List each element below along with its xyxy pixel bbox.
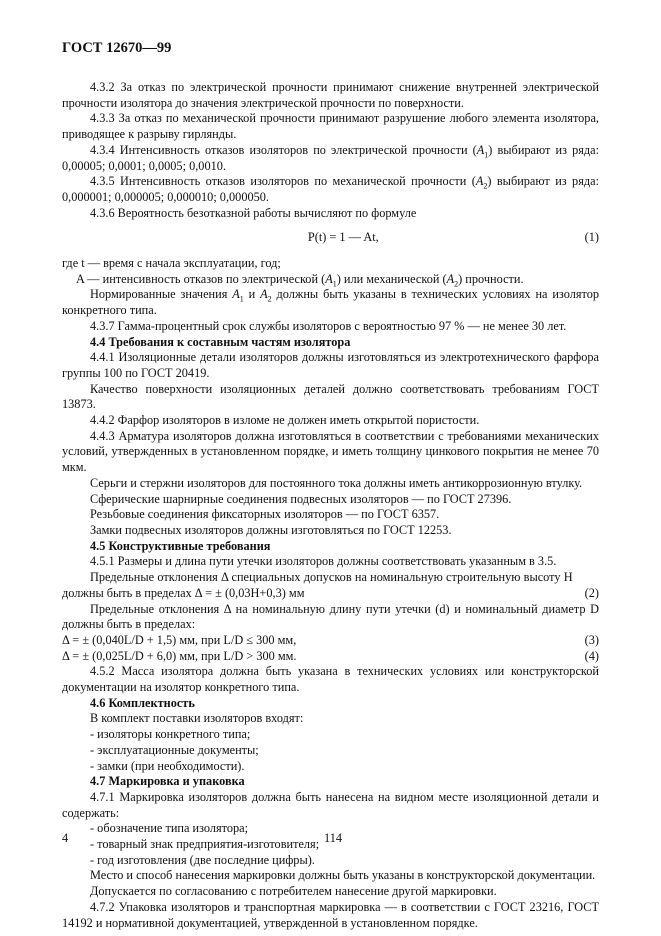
normalized-values <box>62 287 599 318</box>
section-heading-4-7: 4.7 Маркировка и упаковка <box>90 774 245 789</box>
subscript: 1 <box>239 294 244 304</box>
symbol-a: A <box>446 271 455 286</box>
norm-text: должны быть указаны в технических условиях на изолятор конкретного типа. <box>62 287 599 318</box>
formula-number: (1) <box>584 230 599 245</box>
clause-4-3-6: 4.3.6 Вероятность безотказной работы вычисляют по формуле <box>90 205 417 220</box>
list-item: - замки (при необходимости). <box>90 758 245 773</box>
clause-4-3-4 <box>62 143 599 174</box>
document-header: ГОСТ 12670—99 <box>62 40 172 56</box>
clause-4-6: В комплект поставки изоляторов входят: <box>90 711 304 726</box>
formula-2-line <box>62 570 599 601</box>
clause-4-7-1-place: Место и способ нанесения маркировки должны быть указаны в конструкторской документации. <box>90 868 596 883</box>
clause-4-3-5 <box>62 174 599 205</box>
clause-text: 4.3.5 Интенсивность отказов изоляторов по механической прочности ( <box>90 174 476 189</box>
formula-number: (2) <box>584 585 599 600</box>
subscript: 2 <box>483 181 488 191</box>
clause-4-4-2: 4.4.2 Фарфор изоляторов в изломе не должен иметь открытой пористости. <box>90 413 480 428</box>
formula-number: (4) <box>584 648 599 663</box>
clause-4-3-2: 4.3.2 За отказ по электрической прочности принимают снижение внутренней электрической прочности изолятора до значения электрической прочности по поверхности. <box>62 80 599 110</box>
formula-text: P(t) = 1 — At, <box>307 230 379 245</box>
clause-4-7-2: 4.7.2 Упаковка изоляторов и транспортная маркировка — в соответствии с ГОСТ 23216, ГОСТ 14192 и нормативной документацией, утвержденной в установленном порядке. <box>62 899 599 930</box>
list-item: - обозначение типа изолятора; <box>90 821 249 836</box>
clause-4-3-3: 4.3.3 За отказ по механической прочности принимают разрушение любого элемента изолятора, приводящее к разрыву гирлянды. <box>62 111 599 142</box>
list-item: - эксплуатационные документы; <box>90 742 259 757</box>
where-text: ) или механической ( <box>336 271 447 286</box>
norm-text: и <box>243 287 261 302</box>
subscript: 1 <box>484 150 489 160</box>
page-number: 4 <box>62 831 69 845</box>
list-item: - изоляторы конкретного типа; <box>90 727 251 742</box>
list-item: - год изготовления (две последние цифры). <box>90 852 315 867</box>
formula-number: (3) <box>584 632 599 647</box>
clause-text: 4.3.4 Интенсивность отказов изоляторов по электрической прочности ( <box>90 142 477 157</box>
formula-text: Δ = ± (0,040L/D + 1,5) мм, при L/D ≤ 300 мм, <box>62 632 297 647</box>
clause-4-4-3-spherical: Сферические шарнирные соединения подвесных изоляторов — по ГОСТ 27396. <box>90 491 512 506</box>
clause-text: ) выбирают из ряда: 0,000001; 0,000005; 0,000010; 0,000050. <box>62 174 599 204</box>
clause-4-4-3-earrings: Серьги и стержни изоляторов для постоянного тока должны иметь антикоррозионную втулку. <box>90 475 583 490</box>
clause-4-5-1-deviations: Предельные отклонения Δ специальных допусков на номинальную строительную высоту H должны быть в пределах Δ = ± (0,03H+0,3) мм <box>62 570 573 600</box>
clause-4-5-2: 4.5.2 Масса изолятора должна быть указана в технических условиях или конструкторской документации на изолятор конкретного типа. <box>62 664 599 695</box>
clause-4-7-1: 4.7.1 Маркировка изоляторов должна быть нанесена на видном месте изоляционной детали и содержать: <box>62 789 599 820</box>
clause-4-5-1-leakage: Предельные отклонения Δ на номинальную длину пути утечки (d) и номинальный диаметр D должны быть в пределах: <box>62 601 599 632</box>
where-line-1: где t — время с начала эксплуатации, год; <box>62 256 281 271</box>
norm-text: Нормированные значения <box>90 287 233 302</box>
clause-text: ) выбирают из ряда: 0,00005; 0,0001; 0,0005; 0,0010. <box>62 142 599 173</box>
clause-4-5-1: 4.5.1 Размеры и длина пути утечки изоляторов должны соответствовать указанным в 3.5. <box>90 554 557 569</box>
symbol-a: A <box>260 287 268 302</box>
symbol-a: A <box>475 174 484 189</box>
document-body <box>62 80 599 931</box>
formula-text: Δ = ± (0,025L/D + 6,0) мм, при L/D > 300 мм. <box>62 648 297 663</box>
clause-4-3-7: 4.3.7 Гамма-процентный срок службы изоляторов с вероятностью 97 % — не менее 30 лет. <box>90 318 567 333</box>
clause-4-4-1: 4.4.1 Изоляционные детали изоляторов должны изготовляться из электротехнического фарфора группы 100 по ГОСТ 20419. <box>62 350 599 380</box>
where-line-2 <box>62 272 599 288</box>
subscript: 2 <box>267 294 272 304</box>
section-heading-4-5: 4.5 Конструктивные требования <box>90 538 271 553</box>
clause-4-4-3-locks: Замки подвесных изоляторов должны изготовляться по ГОСТ 12253. <box>90 522 452 537</box>
sheet-number: 114 <box>324 831 342 845</box>
symbol-a: A <box>325 271 333 286</box>
symbol-a: A <box>232 287 240 302</box>
list-item: - товарный знак предприятия-изготовителя; <box>90 837 320 852</box>
subscript: 2 <box>454 279 459 289</box>
formula-3 <box>62 633 599 649</box>
symbol-a: A <box>476 142 485 157</box>
section-heading-4-4: 4.4 Требования к составным частям изолятора <box>90 334 351 349</box>
formula-4 <box>62 649 599 665</box>
clause-4-4-3: 4.4.3 Арматура изоляторов должна изготовляться в соответствии с требованиями механических условий, утвержденных в установленном порядке, и иметь толщину цинкового покрытия не менее 70 мкм. <box>62 428 599 475</box>
clause-4-4-3-threaded: Резьбовые соединения фиксаторных изоляторов — по ГОСТ 6357. <box>90 507 440 522</box>
where-text: ) прочности. <box>458 271 524 286</box>
formula-1 <box>62 230 599 246</box>
subscript: 1 <box>332 279 337 289</box>
section-heading-4-6: 4.6 Комплектность <box>90 695 195 710</box>
where-text: A — интенсивность отказов по электрической ( <box>76 271 326 286</box>
clause-4-7-1-other: Допускается по согласованию с потребителем нанесение другой маркировки. <box>90 884 497 899</box>
clause-4-4-1-quality: Качество поверхности изоляционных деталей должно соответствовать требованиям ГОСТ 13873. <box>62 381 599 412</box>
